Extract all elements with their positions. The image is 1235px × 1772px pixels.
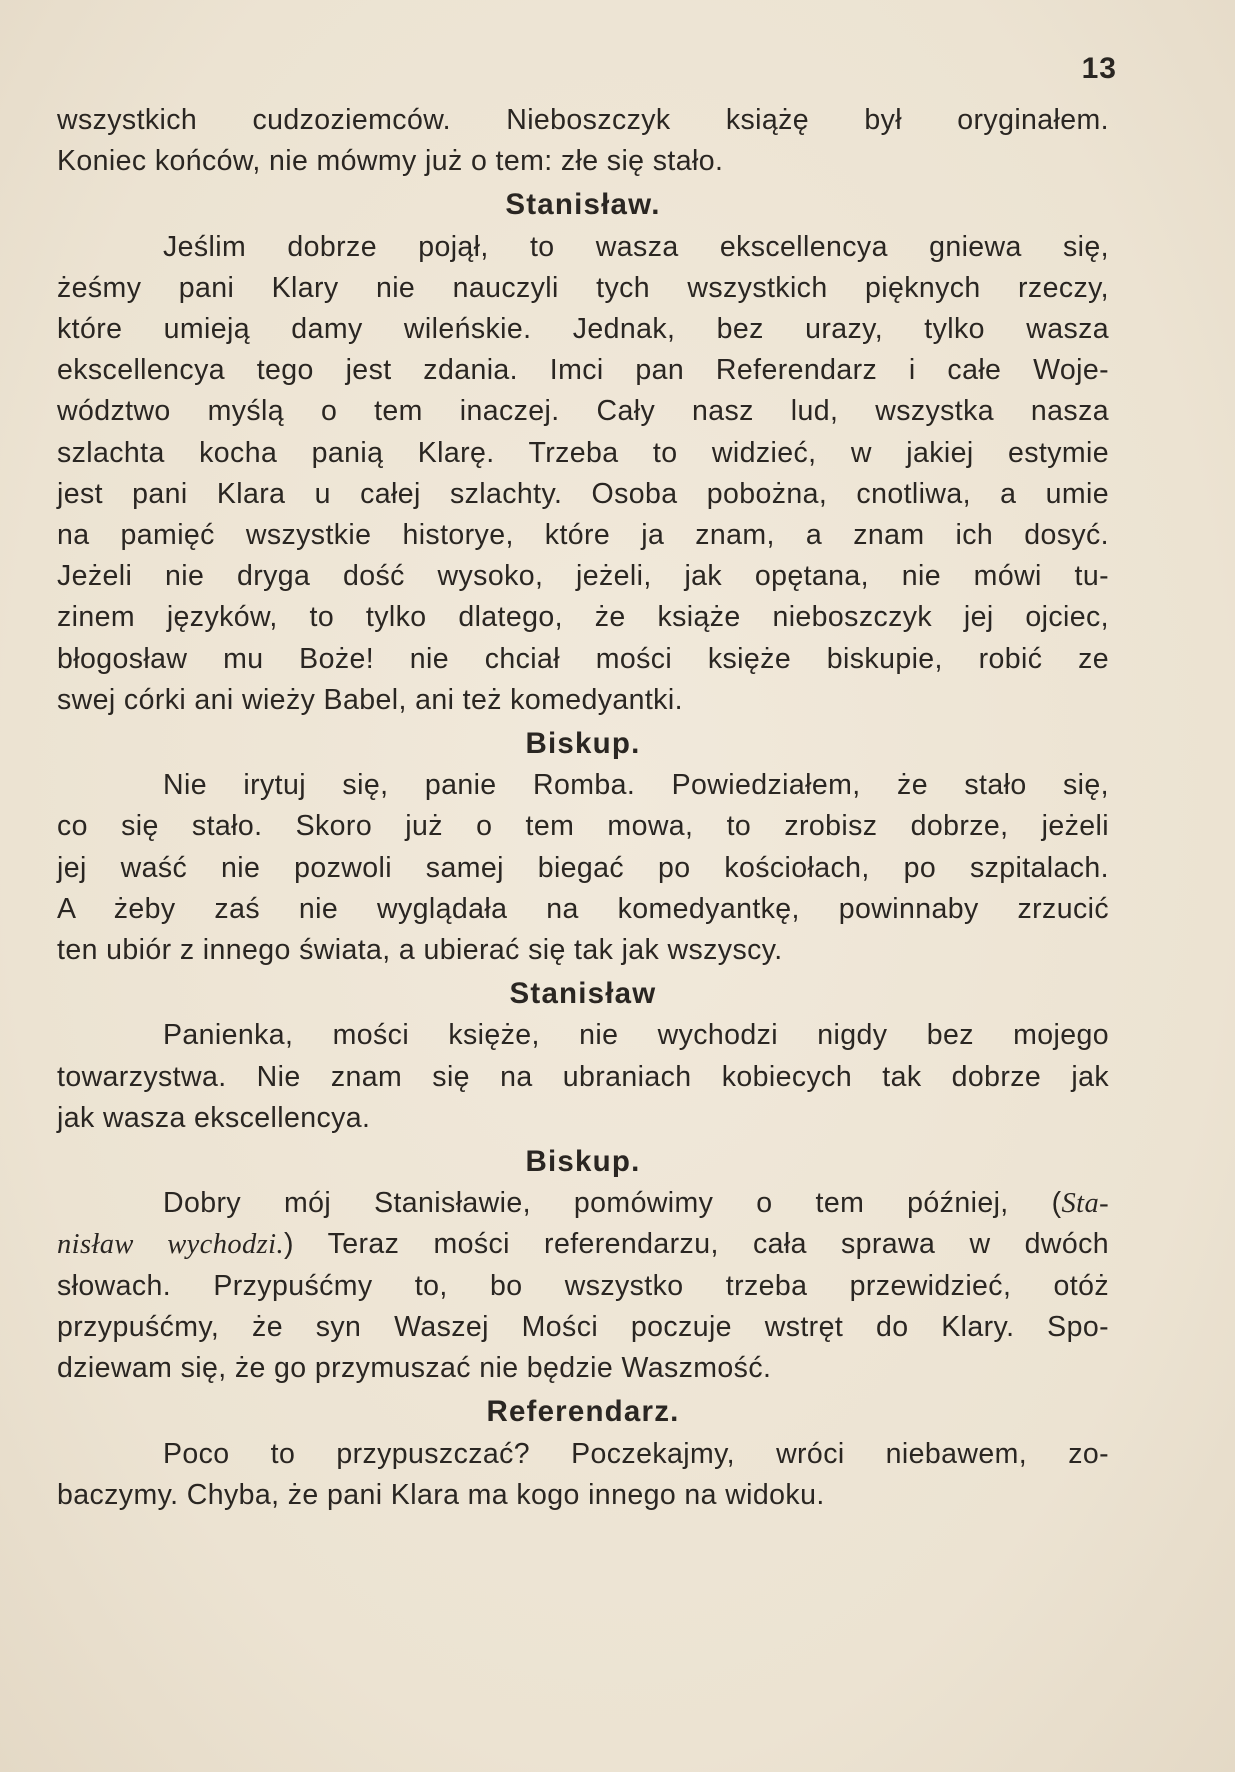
speaker-heading: Referendarz. [486,1395,680,1429]
text-line: na pamięć wszystkie historye, które ja znam, a znam ich dosyć. [57,519,1109,552]
stage-direction: nisław wychodzi. [57,1229,285,1261]
text-line: jest pani Klara u całej szlachty. Osoba pobożna, cnotliwa, a umie [57,477,1109,510]
speaker-heading: Stanisław. [505,188,661,222]
text-line: baczymy. Chyba, że pani Klara ma kogo innego na widoku. [57,1478,825,1511]
stage-direction: Sta- [1061,1188,1109,1220]
text-line: dziewam się, że go przymuszać nie będzie Waszmość. [57,1352,772,1385]
speaker-heading: Biskup. [525,727,641,761]
text-line: Panienka, mości księże, nie wychodzi nigdy bez mojego [163,1019,1109,1052]
line-text: ) Teraz mości referendarzu, cała sprawa w dwóch [284,1228,1110,1261]
text-line [57,1224,1109,1265]
text-line: żeśmy pani Klary nie nauczyli tych wszystkich pięknych rzeczy, [57,271,1109,304]
page-number: 13 [1081,52,1117,85]
text-line: Koniec końców, nie mówmy już o tem: złe się stało. [57,145,724,178]
text-line: towarzystwa. Nie znam się na ubraniach kobiecych tak dobrze jak [57,1060,1109,1093]
text-line: zinem języków, to tylko dlatego, że książe nieboszczyk jej ojciec, [57,601,1109,634]
text-line: wszystkich cudzoziemców. Nieboszczyk książę był oryginałem. [57,104,1109,136]
text-line: swej córki ani wieży Babel, ani też komedyantki. [57,683,683,716]
text-line: A żeby zaś nie wyglądała na komedyantkę, powinnaby zrzucić [57,892,1109,925]
speaker-heading: Stanisław [509,977,657,1011]
text-line: szlachta kocha panią Klarę. Trzeba to widzieć, w jakiej estymie [57,436,1109,469]
text-line: co się stało. Skoro już o tem mowa, to zrobisz dobrze, jeżeli [57,810,1109,843]
text-line: ten ubiór z innego świata, a ubierać się tak jak wszyscy. [57,934,783,967]
text-line: wództwo myślą o tem inaczej. Cały nasz lud, wszystka nasza [57,395,1109,428]
text-line: błogosław mu Boże! nie chciał mości księże biskupie, robić ze [57,642,1109,675]
text-line: ekscellencya tego jest zdania. Imci pan Referendarz i całe Woje- [57,354,1109,387]
text-line: Nie irytuj się, panie Romba. Powiedziałem, że stało się, [163,769,1109,802]
text-line: Jeślim dobrze pojął, to wasza ekscellencya gniewa się, [163,230,1109,263]
text-line: słowach. Przypuśćmy to, bo wszystko trzeba przewidzieć, otóż [57,1269,1109,1302]
text-block [57,100,1109,1516]
text-line [57,1183,1109,1224]
text-line: jak wasza ekscellencya. [57,1101,371,1134]
text-line: Jeżeli nie dryga dość wysoko, jeżeli, jak opętana, nie mówi tu- [57,560,1109,593]
text-line: przypuśćmy, że syn Waszej Mości poczuje wstręt do Klary. Spo- [57,1310,1109,1343]
text-line: Poco to przypuszczać? Poczekajmy, wróci niebawem, zo- [163,1437,1109,1470]
line-text: Dobry mój Stanisławie, pomówimy o tem później, ( [163,1187,1062,1220]
speaker-heading: Biskup. [525,1145,641,1179]
text-line: jej waść nie pozwoli samej biegać po kościołach, po szpitalach. [57,851,1109,884]
text-line: które umieją damy wileńskie. Jednak, bez urazy, tylko wasza [57,313,1109,346]
